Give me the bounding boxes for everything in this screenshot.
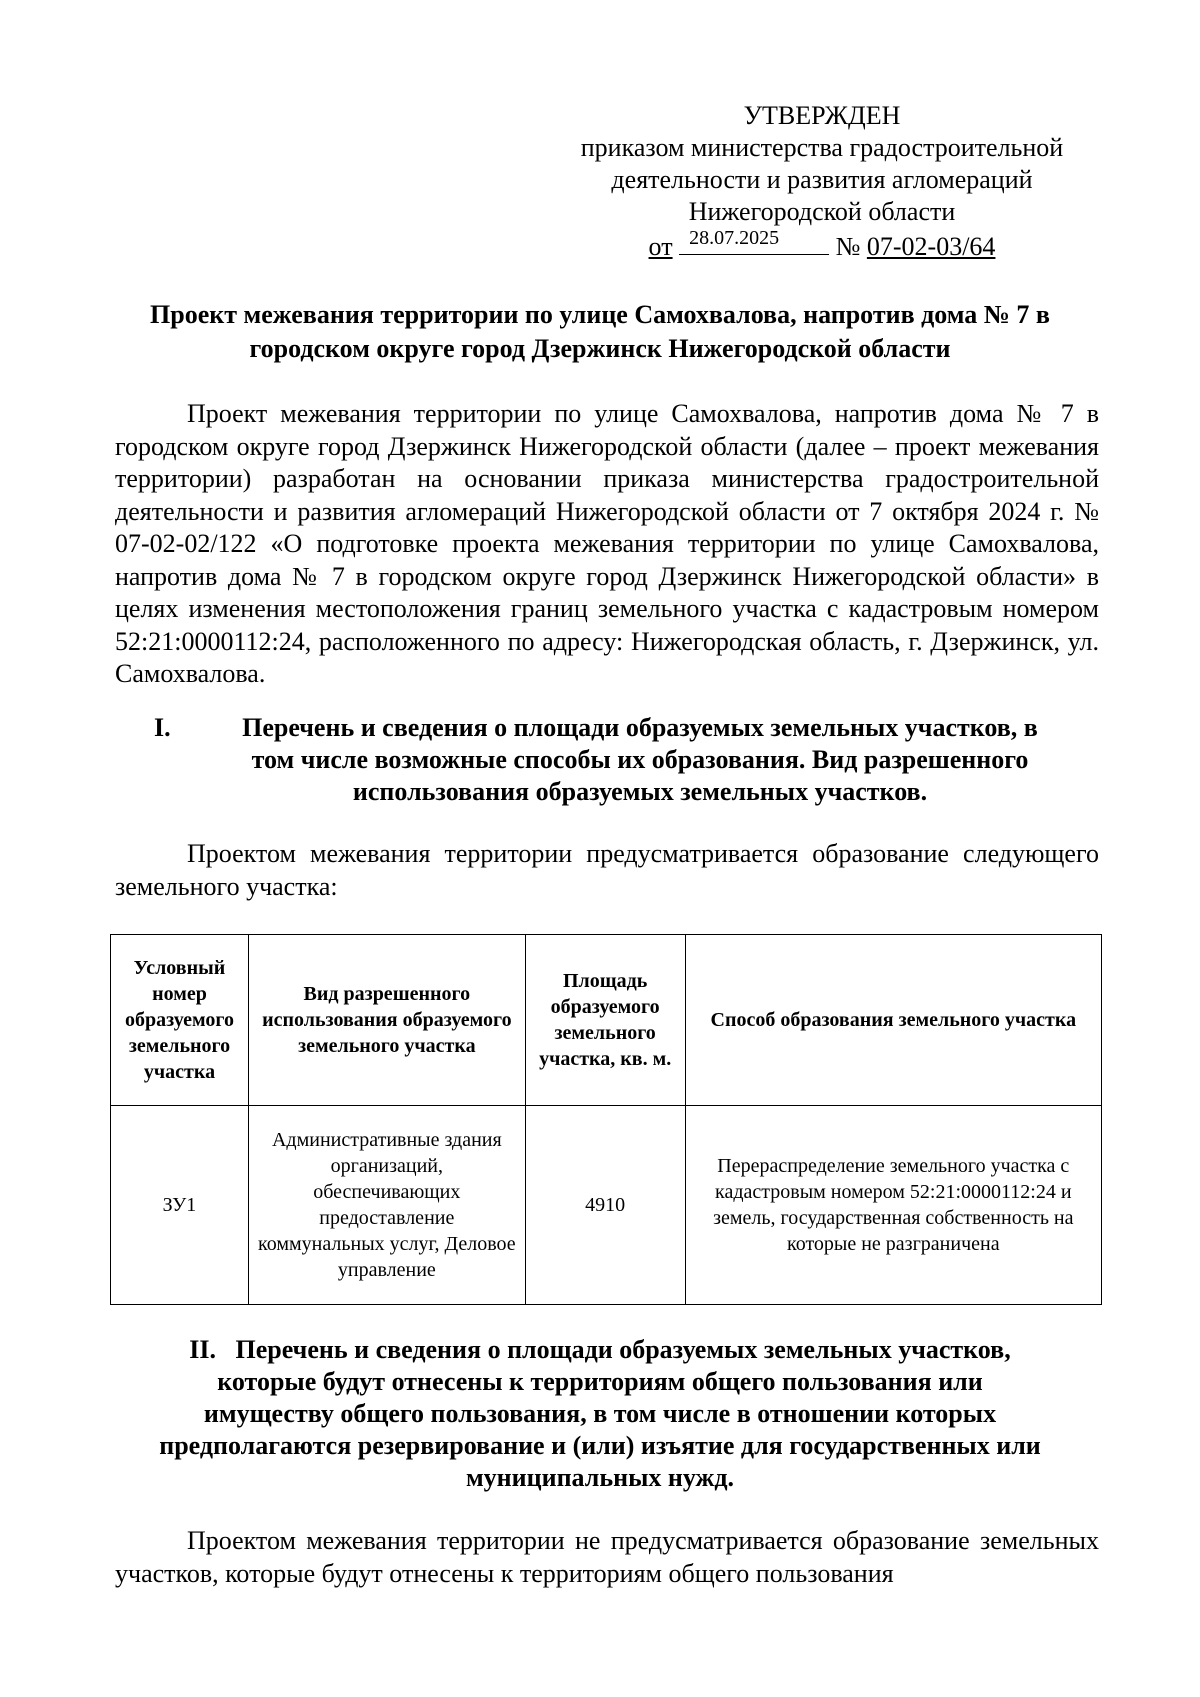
section-1-paragraph: Проектом межевания территории предусматривается образование следующего земельного участка: (115, 839, 1099, 901)
approval-date: 28.07.2025 (689, 227, 780, 249)
section-2-line-1: II. Перечень и сведения о площади образуемых земельных участков, (189, 1335, 1011, 1364)
approval-line-2: деятельности и развития агломераций (611, 165, 1033, 194)
section-2-number: II. (189, 1335, 217, 1364)
intro-paragraph: Проект межевания территории по улице Самохвалова, напротив дома № 7 в городском округе город Дзержинск Нижегородской области (далее – проект межевания территории) разработан на основании приказа министерства градостроительной деятельности и развития агломераций Нижегородской области от 7 октября 2024 г. № 07-02-02/122 «О подготовке проекта межевания территории по улице Самохвалова, напротив дома № 7 в городском округе город Дзержинск Нижегородской области» в целях изменения местоположения границ земельного участка с кадастровым номером 52:21:0000112:24, расположенного по адресу: Нижегородская область, г. Дзержинск, ул. Самохвалова. (115, 399, 1099, 688)
number-prefix: № (835, 232, 861, 261)
section-1-number: I. (154, 713, 171, 742)
section-2-line-3: имуществу общего пользования, в том числе в отношении которых (203, 1399, 997, 1428)
approval-line-1: приказом министерства градостроительной (580, 133, 1064, 162)
approval-heading: УТВЕРЖДЕН (743, 101, 901, 130)
table-header-row (111, 935, 1102, 1106)
cell-area: 4910 (525, 1106, 685, 1305)
parcels-table (110, 934, 1102, 1305)
date-prefix: от (648, 232, 673, 261)
date-field (679, 227, 829, 255)
section-1-heading (100, 712, 1100, 808)
approval-block (562, 100, 1082, 263)
order-number: 07-02-03/64 (866, 232, 996, 261)
section-2-paragraph: Проектом межевания территории не предусматривается образование земельных участков, которые будут отнесены к территориям общего пользования (115, 1526, 1099, 1588)
section-2-line-4: предполагаются резервирование и (или) изъятие для государственных или (159, 1431, 1041, 1460)
section-2-line-2: которые будут отнесены к территориям общего пользования или (217, 1367, 983, 1396)
section-2-heading (100, 1334, 1100, 1494)
document-title (100, 298, 1100, 366)
section-1-line-1: Перечень и сведения о площади образуемых земельных участков, в (242, 713, 1038, 742)
header-parcel-number: Условный номер образуемого земельного участка (111, 935, 249, 1106)
approval-date-row (562, 227, 1082, 263)
cell-permitted-use: Административные здания организаций, обеспечивающих предоставление коммунальных услуг, Деловое управление (248, 1106, 525, 1305)
document-title-line-2: городском округе город Дзержинск Нижегородской области (249, 334, 951, 363)
header-permitted-use: Вид разрешенного использования образуемого земельного участка (248, 935, 525, 1106)
approval-line-3: Нижегородской области (688, 197, 956, 226)
table-row (111, 1106, 1102, 1305)
header-formation-method: Способ образования земельного участка (685, 935, 1101, 1106)
section-2-line-5: муниципальных нужд. (465, 1463, 735, 1492)
section-1-line-2: том числе возможные способы их образования. Вид разрешенного (251, 745, 1029, 774)
cell-formation-method: Перераспределение земельного участка с кадастровым номером 52:21:0000112:24 и земель, государственная собственность на которые не разграничена (685, 1106, 1101, 1305)
cell-parcel-number: ЗУ1 (111, 1106, 249, 1305)
header-area: Площадь образуемого земельного участка, кв. м. (525, 935, 685, 1106)
document-title-line-1: Проект межевания территории по улице Самохвалова, напротив дома № 7 в (150, 300, 1050, 329)
section-1-line-3: использования образуемых земельных участков. (352, 777, 928, 806)
